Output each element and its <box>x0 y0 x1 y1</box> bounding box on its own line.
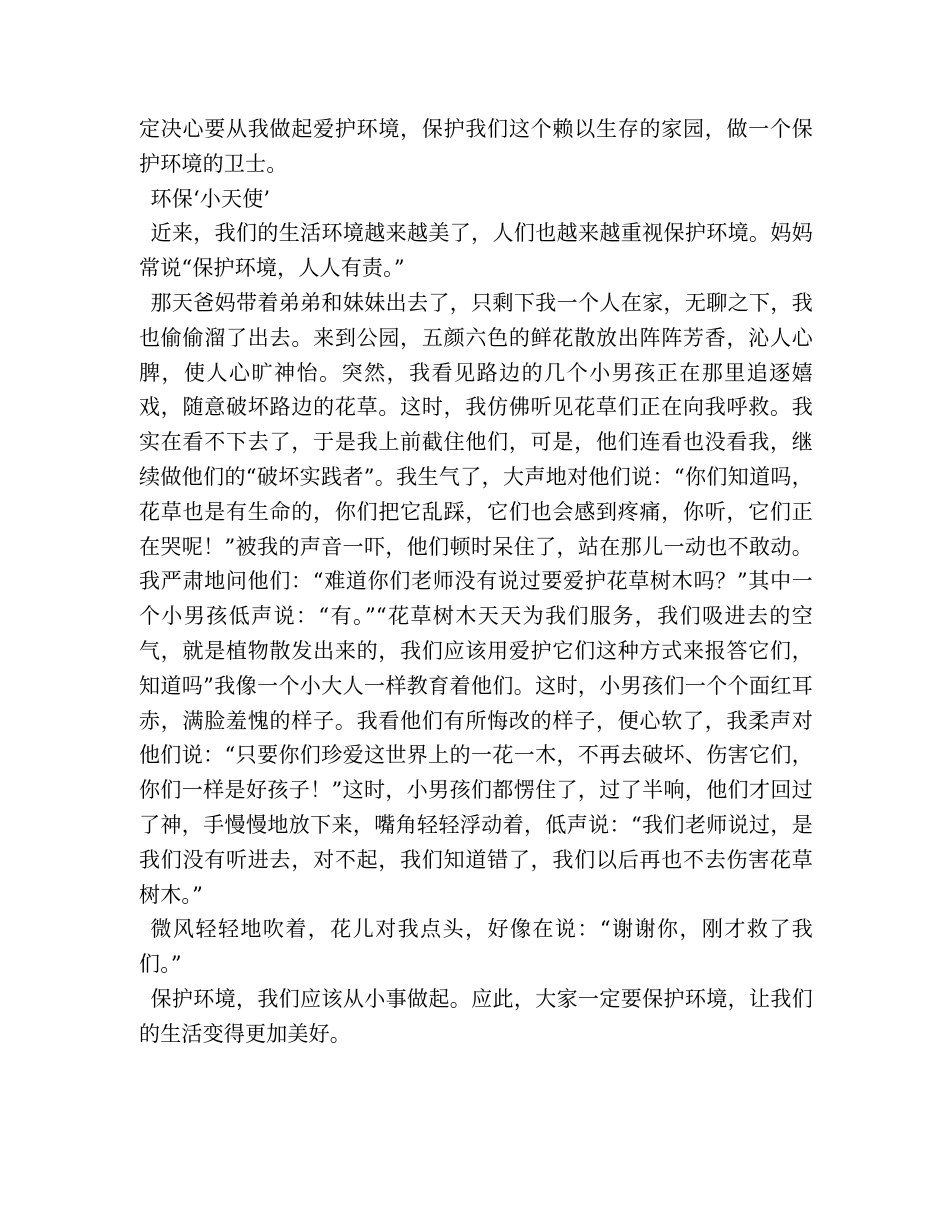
paragraph-intro: 近来，我们的生活环境越来越美了，人们也越来越重视保护环境。妈妈常说“保护环境，人人有责。” <box>139 221 813 281</box>
paragraph-conclusion: 保护环境，我们应该从小事做起。应此，大家一定要保护环境，让我们的生活变得更加美好。 <box>139 986 813 1046</box>
paragraph-continuation: 定决心要从我做起爱护环境，保护我们这个赖以生存的家园，做一个保护环境的卫士。 <box>139 117 813 176</box>
section-title: 环保‘小天使’ <box>150 186 271 211</box>
document-body <box>139 112 813 1052</box>
paragraph-breeze: 微风轻轻地吹着，花儿对我点头，好像在说：“谢谢你，刚才救了我们。” <box>139 917 813 977</box>
paragraph-story: 那天爸妈带着弟弟和妹妹出去了，只剩下我一个人在家，无聊之下，我也偷偷溜了出去。来到公园，五颜六色的鲜花散放出阵阵芳香，沁人心脾，使人心旷神怡。突然，我看见路边的几个小男孩正在那里追逐嬉戏，随意破坏路边的花草。这时，我仿佛听见花草们正在向我呼救。我实在看不下去了，于是我上前截住他们，可是，他们连看也没看我，继续做他们的“破坏实践者”。我生气了，大声地对他们说：“你们知道吗，花草也是有生命的，你们把它乱踩，它们也会感到疼痛，你听，它们正在哭呢！”被我的声音一吓，他们顿时呆住了，站在那儿一动也不敢动。我严肃地问他们：“难道你们老师没有说过要爱护花草树木吗？”其中一个小男孩低声说：“有。”“花草树木天天为我们服务，我们吸进去的空气，就是植物散发出来的，我们应该用爱护它们这种方式来报答它们，知道吗”我像一个小大人一样教育着他们。这时，小男孩们一个个面红耳赤，满脸羞愧的样子。我看他们有所悔改的样子，便心软了，我柔声对他们说：“只要你们珍爱这世界上的一花一木，不再去破坏、伤害它们，你们一样是好孩子！”这时，小男孩们都愣住了，过了半响，他们才回过了神，手慢慢地放下来，嘴角轻轻浮动着，低声说：“我们老师说过，是我们没有听进去，对不起，我们知道错了，我们以后再也不去伤害花草树木。” <box>139 290 813 907</box>
